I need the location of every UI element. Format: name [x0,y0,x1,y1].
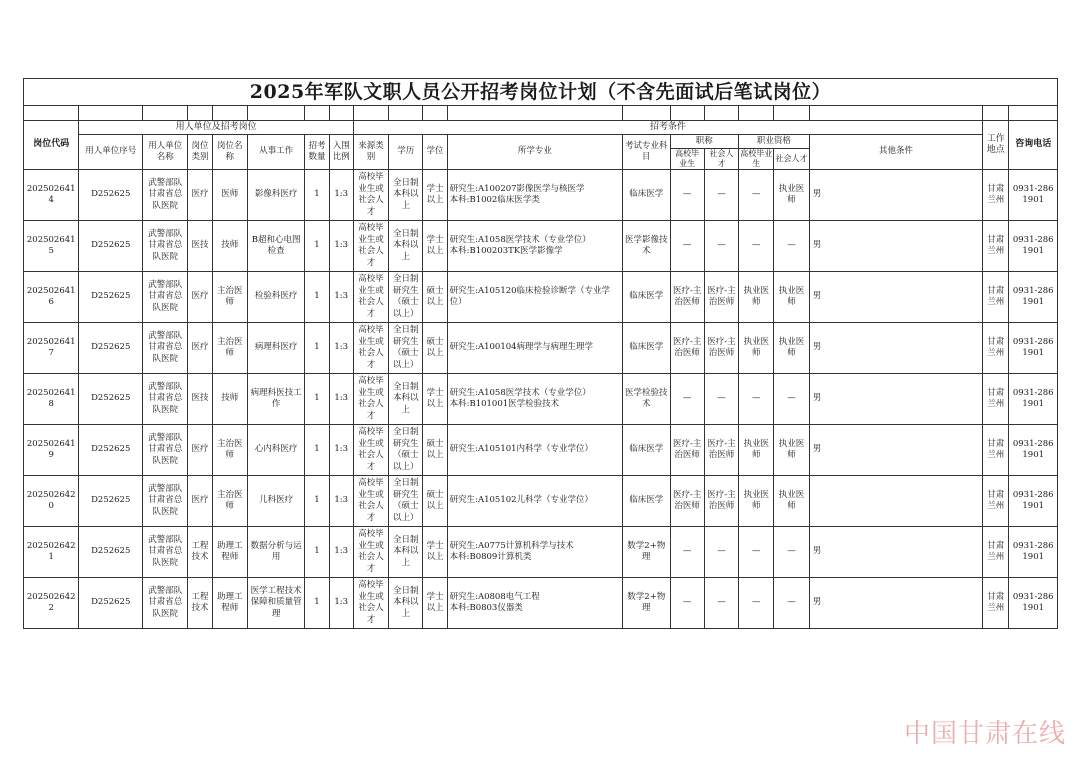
major-graduate-line: 研究生:A105120临床检验诊断学（专业学位） [449,285,611,307]
other-conditions-cell: 男 [809,527,983,578]
employer-serial-cell: D252625 [79,527,143,578]
major-graduate-line: 研究生:A100104病理学与病理生理学 [449,342,594,353]
employer-serial-cell: D252625 [79,323,143,374]
quota-cell: 1 [305,323,329,374]
header-major: 所学专业 [447,135,623,170]
title-social-cell: 医疗-主治医师 [704,425,738,476]
employer-name-cell: 武警部队甘肃省总队医院 [143,578,188,629]
work-cell: 病理科医疗 [247,323,304,374]
qual-grad-cell: — [739,221,774,272]
ratio-cell: 1:3 [329,476,353,527]
work-cell: B超和心电图检查 [247,221,304,272]
title-social-cell: — [704,527,738,578]
header-quota: 招考数量 [305,135,329,170]
table-row [24,221,1058,272]
degree-cell: 学士以上 [423,578,447,629]
location-cell: 甘肃兰州 [983,476,1009,527]
employer-serial-cell: D252625 [79,374,143,425]
employer-name-cell: 武警部队甘肃省总队医院 [143,527,188,578]
table-row [24,425,1058,476]
employer-name-cell: 武警部队甘肃省总队医院 [143,170,188,221]
header-qual-social: 社会人才 [774,149,809,170]
ratio-cell: 1:3 [329,221,353,272]
location-cell: 甘肃兰州 [983,170,1009,221]
header-exam-subject: 考试专业科目 [623,135,670,170]
qual-social-cell: 执业医师 [774,476,809,527]
education-cell: 全日制本科以上 [389,527,423,578]
header-phone: 咨询电话 [1009,121,1058,170]
post-code-cell: 2025026420 [24,476,79,527]
degree-cell: 硕士以上 [423,476,447,527]
quota-cell: 1 [305,476,329,527]
title-grad-cell: — [670,221,704,272]
major-undergrad-line: 本科:B100203TK医学影像学 [449,246,563,256]
source-cell: 高校毕业生或社会人才 [353,221,388,272]
title-social-cell: 医疗-主治医师 [704,476,738,527]
header-other: 其他条件 [809,135,983,170]
exam-subject-cell: 医学影像技术 [623,221,670,272]
major-cell [447,476,623,527]
major-undergrad-line: 本科:B0809计算机类 [449,552,532,562]
qual-grad-cell: 执业医师 [739,272,774,323]
header-post-name: 岗位名称 [212,135,247,170]
employer-name-cell: 武警部队甘肃省总队医院 [143,374,188,425]
location-cell: 甘肃兰州 [983,323,1009,374]
employer-serial-cell: D252625 [79,476,143,527]
location-cell: 甘肃兰州 [983,578,1009,629]
qual-grad-cell: — [739,374,774,425]
education-cell: 全日制研究生（硕士以上） [389,323,423,374]
header-source: 来源类别 [353,135,388,170]
post-category-cell: 医技 [188,374,212,425]
title-social-cell: — [704,578,738,629]
employer-name-cell: 武警部队甘肃省总队医院 [143,221,188,272]
phone-cell: 0931-2861901 [1009,323,1058,374]
post-category-cell: 工程技术 [188,578,212,629]
education-cell: 全日制本科以上 [389,170,423,221]
post-name-cell: 技师 [212,221,247,272]
title-grad-cell: — [670,374,704,425]
major-graduate-line: 研究生:A100207影像医学与核医学 [449,183,585,194]
ratio-cell: 1:3 [329,425,353,476]
title-grad-cell: 医疗-主治医师 [670,425,704,476]
post-code-cell: 2025026419 [24,425,79,476]
exam-subject-cell: 数学2+物理 [623,578,670,629]
source-cell: 高校毕业生或社会人才 [353,578,388,629]
post-code-cell: 2025026421 [24,527,79,578]
document-title: 2025年军队文职人员公开招考岗位计划（不含先面试后笔试岗位） [24,79,1058,106]
source-cell: 高校毕业生或社会人才 [353,476,388,527]
header-work: 从事工作 [247,135,304,170]
other-conditions-cell: 男 [809,170,983,221]
source-cell: 高校毕业生或社会人才 [353,323,388,374]
qual-grad-cell: — [739,527,774,578]
ratio-cell: 1:3 [329,527,353,578]
ratio-cell: 1:3 [329,578,353,629]
other-conditions-cell: 男 [809,578,983,629]
exam-subject-cell: 临床医学 [623,272,670,323]
post-name-cell: 助理工程师 [212,527,247,578]
title-social-cell: — [704,170,738,221]
title-social-cell: — [704,374,738,425]
major-graduate-line: 研究生:A105101内科学（专业学位） [449,444,594,455]
quota-cell: 1 [305,374,329,425]
header-employer-group: 用人单位及招考岗位 [79,121,353,135]
table-body [24,170,1058,629]
header-title-grad: 高校毕业生 [670,149,704,170]
education-cell: 全日制本科以上 [389,578,423,629]
phone-cell: 0931-2861901 [1009,425,1058,476]
work-cell: 心内科医疗 [247,425,304,476]
degree-cell: 学士以上 [423,527,447,578]
watermark: 中国甘肃在线 [903,719,1066,749]
exam-subject-cell: 临床医学 [623,170,670,221]
major-undergrad-line: 本科:B101001医学检验技术 [449,399,560,409]
employer-name-cell: 武警部队甘肃省总队医院 [143,476,188,527]
header-education: 学历 [389,135,423,170]
exam-subject-cell: 数学2+物理 [623,527,670,578]
education-cell: 全日制研究生（硕士以上） [389,425,423,476]
quota-cell: 1 [305,527,329,578]
header-degree: 学位 [423,135,447,170]
table-row [24,578,1058,629]
major-cell [447,323,623,374]
degree-cell: 学士以上 [423,374,447,425]
header-post-code: 岗位代码 [24,121,79,170]
table-row [24,527,1058,578]
location-cell: 甘肃兰州 [983,527,1009,578]
header-location: 工作地点 [983,121,1009,170]
location-cell: 甘肃兰州 [983,272,1009,323]
quota-cell: 1 [305,425,329,476]
quota-cell: 1 [305,170,329,221]
post-category-cell: 医疗 [188,272,212,323]
employer-serial-cell: D252625 [79,425,143,476]
other-conditions-cell: 男 [809,374,983,425]
post-code-cell: 2025026417 [24,323,79,374]
post-category-cell: 医技 [188,221,212,272]
source-cell: 高校毕业生或社会人才 [353,170,388,221]
qual-social-cell: 执业医师 [774,425,809,476]
title-grad-cell: 医疗-主治医师 [670,323,704,374]
post-category-cell: 医疗 [188,170,212,221]
employer-serial-cell: D252625 [79,221,143,272]
other-conditions-cell: 男 [809,425,983,476]
degree-cell: 硕士以上 [423,272,447,323]
major-cell [447,578,623,629]
source-cell: 高校毕业生或社会人才 [353,527,388,578]
exam-subject-cell: 临床医学 [623,425,670,476]
header-post-category: 岗位类别 [188,135,212,170]
title-grad-cell: 医疗-主治医师 [670,476,704,527]
quota-cell: 1 [305,578,329,629]
exam-subject-cell: 临床医学 [623,476,670,527]
post-code-cell: 2025026418 [24,374,79,425]
title-social-cell: 医疗-主治医师 [704,323,738,374]
header-conditions-group: 招考条件 [353,121,982,135]
title-grad-cell: 医疗-主治医师 [670,272,704,323]
major-graduate-line: 研究生:A1058医学技术（专业学位） [449,234,591,245]
header-title-social: 社会人才 [704,149,738,170]
phone-cell: 0931-2861901 [1009,272,1058,323]
source-cell: 高校毕业生或社会人才 [353,272,388,323]
post-name-cell: 主治医师 [212,323,247,374]
work-cell: 检验科医疗 [247,272,304,323]
other-conditions-cell [809,476,983,527]
qual-social-cell: — [774,578,809,629]
header-title-group: 职称 [670,135,739,149]
qual-social-cell: 执业医师 [774,272,809,323]
major-undergrad-line: 本科:B1002临床医学类 [449,195,540,205]
education-cell: 全日制本科以上 [389,221,423,272]
post-code-cell: 2025026422 [24,578,79,629]
post-category-cell: 医疗 [188,323,212,374]
major-undergrad-line: 本科:B0803仪器类 [449,603,523,613]
table-row [24,374,1058,425]
post-name-cell: 主治医师 [212,425,247,476]
table-row [24,476,1058,527]
table-row [24,170,1058,221]
header-employer-serial: 用人单位序号 [79,135,143,170]
employer-name-cell: 武警部队甘肃省总队医院 [143,425,188,476]
post-code-cell: 2025026414 [24,170,79,221]
phone-cell: 0931-2861901 [1009,476,1058,527]
work-cell: 儿科医疗 [247,476,304,527]
ratio-cell: 1:3 [329,272,353,323]
employer-serial-cell: D252625 [79,170,143,221]
ratio-cell: 1:3 [329,374,353,425]
location-cell: 甘肃兰州 [983,425,1009,476]
qual-social-cell: — [774,527,809,578]
qual-grad-cell: — [739,170,774,221]
phone-cell: 0931-2861901 [1009,170,1058,221]
other-conditions-cell: 男 [809,323,983,374]
qual-grad-cell: 执业医师 [739,425,774,476]
exam-subject-cell: 医学检验技术 [623,374,670,425]
employer-name-cell: 武警部队甘肃省总队医院 [143,323,188,374]
employer-name-cell: 武警部队甘肃省总队医院 [143,272,188,323]
table-row [24,272,1058,323]
blank-row [24,106,1058,121]
major-graduate-line: 研究生:A0808电气工程 [449,591,540,602]
work-cell: 影像科医疗 [247,170,304,221]
header-employer-name: 用人单位名称 [143,135,188,170]
work-cell: 数据分析与运用 [247,527,304,578]
post-category-cell: 医疗 [188,476,212,527]
title-grad-cell: — [670,170,704,221]
header-qual-grad: 高校毕业生 [740,149,773,168]
recruitment-plan-table [23,78,1058,629]
qual-social-cell: — [774,221,809,272]
location-cell: 甘肃兰州 [983,221,1009,272]
work-cell: 医学工程技术保障和质量管理 [247,578,304,629]
qual-grad-cell: 执业医师 [739,323,774,374]
phone-cell: 0931-2861901 [1009,578,1058,629]
title-grad-cell: — [670,527,704,578]
qual-social-cell: 执业医师 [774,323,809,374]
table-row [24,323,1058,374]
major-graduate-line: 研究生:A105102儿科学（专业学位） [449,495,594,506]
other-conditions-cell: 男 [809,221,983,272]
quota-cell: 1 [305,272,329,323]
major-cell [447,527,623,578]
degree-cell: 学士以上 [423,221,447,272]
employer-serial-cell: D252625 [79,272,143,323]
education-cell: 全日制研究生（硕士以上） [389,272,423,323]
post-name-cell: 技师 [212,374,247,425]
source-cell: 高校毕业生或社会人才 [353,425,388,476]
degree-cell: 硕士以上 [423,425,447,476]
location-cell: 甘肃兰州 [983,374,1009,425]
work-cell: 病理科医技工作 [247,374,304,425]
post-code-cell: 2025026415 [24,221,79,272]
ratio-cell: 1:3 [329,170,353,221]
major-graduate-line: 研究生:A1058医学技术（专业学位） [449,387,591,398]
header-ratio: 入围比例 [329,135,353,170]
phone-cell: 0931-2861901 [1009,374,1058,425]
phone-cell: 0931-2861901 [1009,527,1058,578]
qual-social-cell: 执业医师 [774,170,809,221]
title-social-cell: — [704,221,738,272]
source-cell: 高校毕业生或社会人才 [353,374,388,425]
quota-cell: 1 [305,221,329,272]
exam-subject-cell: 临床医学 [623,323,670,374]
major-cell [447,221,623,272]
post-name-cell: 主治医师 [212,476,247,527]
major-cell [447,272,623,323]
qual-grad-cell: 执业医师 [739,476,774,527]
major-graduate-line: 研究生:A0775计算机科学与技术 [449,540,574,551]
degree-cell: 学士以上 [423,170,447,221]
post-name-cell: 主治医师 [212,272,247,323]
title-grad-cell: — [670,578,704,629]
header-qual-group: 职业资格 [739,135,810,149]
ratio-cell: 1:3 [329,323,353,374]
major-cell [447,170,623,221]
post-category-cell: 医疗 [188,425,212,476]
title-social-cell: 医疗-主治医师 [704,272,738,323]
post-category-cell: 工程技术 [188,527,212,578]
qual-grad-cell: — [739,578,774,629]
post-code-cell: 2025026416 [24,272,79,323]
post-name-cell: 医师 [212,170,247,221]
qual-social-cell: — [774,374,809,425]
employer-serial-cell: D252625 [79,578,143,629]
education-cell: 全日制研究生（硕士以上） [389,476,423,527]
education-cell: 全日制本科以上 [389,374,423,425]
degree-cell: 硕士以上 [423,323,447,374]
major-cell [447,374,623,425]
major-cell [447,425,623,476]
phone-cell: 0931-2861901 [1009,221,1058,272]
other-conditions-cell: 男 [809,272,983,323]
post-name-cell: 助理工程师 [212,578,247,629]
